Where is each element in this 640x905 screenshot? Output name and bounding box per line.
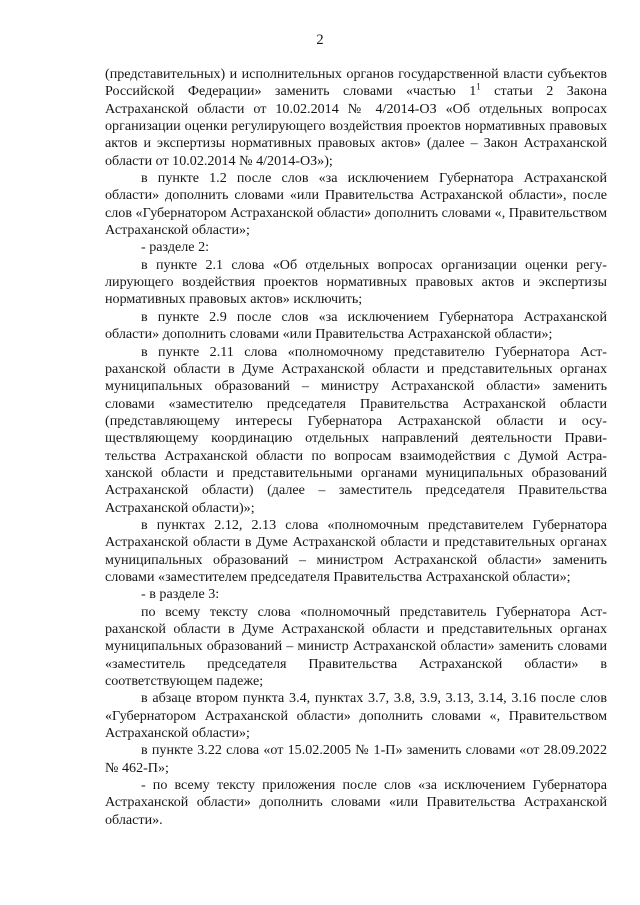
paragraph-7: в пунктах 2.12, 2.13 слова «полномочным представителем Губернатора Астраханской области в Думе Астраханской области и представительных органах муниципальных образований – министром Астраханской области» заменить словами «заместителем председателя Правительства Астраханской области»;	[105, 516, 607, 585]
paragraph-3: - разделе 2:	[141, 239, 210, 256]
paragraph-12: - по всему тексту приложения после слов «за исключением Губернатора Астраханской области» дополнить словами «или Правительства Астраханской области».	[105, 777, 607, 828]
paragraph-10: в абзаце втором пункта 3.4, пунктах 3.7, 3.8, 3.9, 3.13, 3.14, 3.16 после слов «Губернатором Астраханской области» дополнить словами «, Правительством Астраханской области»;	[105, 690, 607, 742]
paragraph-9: по всему тексту слова «полномочный представитель Губернатора Астраханской области в Думе Астраханской области и представительных органах муниципальных образований – министр Астраханской области» заменить словами «заместитель председателя Правительства Астраханской области» в соответствующем падеже;	[105, 603, 607, 690]
paragraph-4: в пункте 2.1 слова «Об отдельных вопросах организации оценки регулирующего воздействия проектов нормативных правовых актов и экспертизы нормативных правовых актов» исключить;	[105, 256, 607, 308]
paragraph-6: в пункте 2.11 слова «полномочному представителю Губернатора Астраханской области в Думе Астраханской области и представительных органах муниципальных образований – министру Астраханской области» заменить словами «заместителю председателя Правительства Астраханской области (представляющему интересы Губернатора Астраханской области и осуществляющему координацию отдельных направлений деятельности Правительства Астраханской области по вопросам взаимодействия с Думой Астраханской области и представительными органами муниципальных образований Астраханской области) (далее – заместитель председателя Правительства Астраханской области)»;	[105, 343, 607, 516]
paragraph-5: в пункте 2.9 после слов «за исключением Губернатора Астраханской области» дополнить словами «или Правительства Астраханской области»;	[105, 308, 607, 343]
paragraph-1-tail: статьи 2 Закона Астраханской области от 10.02.2014 № 4/2014-ОЗ «Об отдельных вопросах организации оценки регулирующего воздействия проектов нормативных правовых актов и экспертизы нормативных правовых актов» (далее – За	[105, 83, 608, 152]
page-number: 2	[316, 32, 324, 48]
paragraph-1-text: (представительных) и исполнительных органов государственной власти субъектов Российской Федерации» заменить словами «частью 1	[105, 66, 607, 100]
paragraph-1-end: кон Астраханской области от 10.02.2014 № 4/2014-ОЗ»);	[105, 135, 607, 169]
footnote-superscript: 1	[476, 81, 481, 92]
paragraph-2: в пункте 1.2 после слов «за исключением Губернатора Астраханской области» дополнить словами «или Правительства Астраханской области», после слов «Губернатором Астраханской области» дополнить словами «, Правительством Астраханской области»;	[105, 170, 607, 239]
document-body	[105, 66, 607, 829]
paragraph-11: в пункте 3.22 слова «от 15.02.2005 № 1-П» заменить словами «от 28.09.2022 № 462-П»;	[105, 742, 607, 776]
paragraph-1	[105, 66, 607, 170]
paragraph-8: - в разделе 3:	[141, 586, 220, 603]
